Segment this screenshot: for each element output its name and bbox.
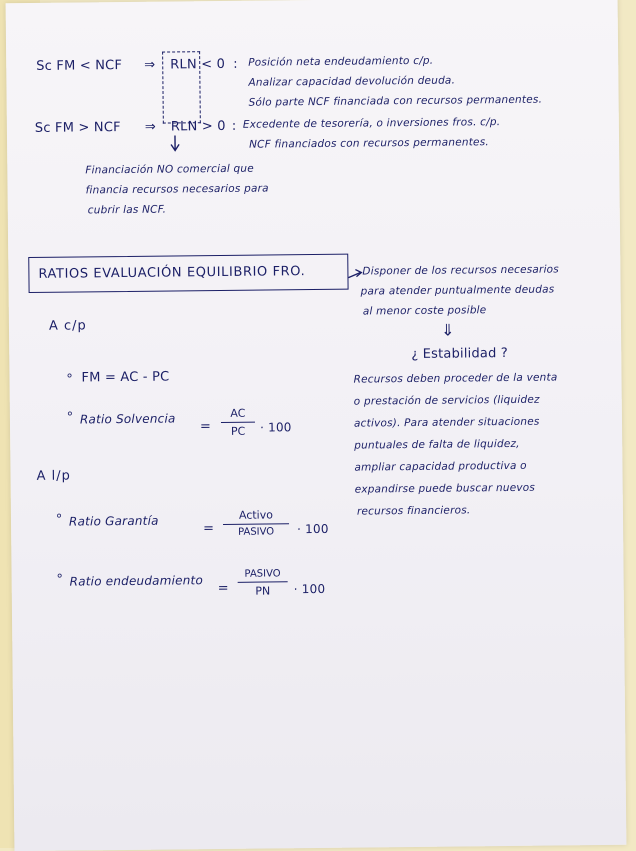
fraction-bar <box>238 581 288 583</box>
paragraph-line-5: ampliar capacidad productiva o <box>354 460 526 474</box>
rln-negative: RLN < 0 <box>170 57 225 73</box>
equals-sign: = <box>203 521 214 536</box>
ratio-endeudamiento-label: Ratio endeudamiento <box>70 573 203 588</box>
paragraph-line-4: puntuales de falta de liquidez, <box>354 438 520 452</box>
bullet: ∘ <box>55 509 64 524</box>
paragraph-line-1: Recursos deben proceder de la venta <box>353 371 557 385</box>
side-note-3: al menor coste posible <box>363 304 487 317</box>
side-note-1: Disponer de los recursos necesarios <box>362 263 559 277</box>
condition-fm-greater-ncf: Sc FM > NCF <box>35 120 121 136</box>
ratio-garantia-label: Ratio Garantía <box>69 514 159 529</box>
line2-text-1: Excedente de tesorería, o inversiones fros. c/p. <box>243 116 501 131</box>
implies-arrow-2: ⇒ <box>145 120 156 135</box>
implies-down-arrow: ⇓ <box>441 321 455 340</box>
colon-2: : <box>232 119 237 134</box>
bullet: ∘ <box>66 407 75 422</box>
fraction-denominator: PASIVO <box>238 527 274 538</box>
colon: : <box>233 57 238 72</box>
notebook-page <box>6 0 627 851</box>
long-term-heading: A l/p <box>36 469 70 484</box>
bullet: ∘ <box>65 369 74 384</box>
ratios-title: RATIOS EVALUACIÓN EQUILIBRIO FRO. <box>38 264 305 282</box>
line1-text-3: Sólo parte NCF financiada con recursos permanentes. <box>249 94 543 109</box>
times-hundred: · 100 <box>297 522 329 536</box>
paragraph-line-2: o prestación de servicios (liquidez <box>354 394 540 408</box>
garantia-fraction <box>221 508 291 538</box>
fraction-denominator: PC <box>231 425 245 438</box>
line1-text-1: Posición neta endeudamiento c/p. <box>248 55 433 69</box>
short-term-heading: A c/p <box>49 318 87 333</box>
fraction-bar <box>221 422 255 424</box>
endeudamiento-fraction <box>236 568 290 598</box>
fraction-numerator: Activo <box>239 508 273 521</box>
line2-text-2: NCF financiados con recursos permanentes. <box>249 136 489 151</box>
fraction-bar <box>223 523 289 525</box>
fraction-denominator: PN <box>255 585 270 598</box>
condition-fm-less-ncf: Sc FM < NCF <box>36 58 122 74</box>
fraction-numerator: AC <box>230 407 245 420</box>
times-hundred: · 100 <box>294 582 326 596</box>
times-hundred: · 100 <box>260 420 292 434</box>
equals-sign: = <box>218 581 229 596</box>
fm-formula: FM = AC - PC <box>81 370 169 386</box>
implies-arrow: ⇒ <box>144 58 155 73</box>
solvencia-fraction <box>220 407 256 439</box>
financing-note-1: Financiación NO comercial que <box>85 163 254 177</box>
side-note-2: para atender puntualmente deudas <box>361 283 555 297</box>
ratio-solvencia-label: Ratio Solvencia <box>80 411 176 426</box>
paragraph-line-6: expandirse puede buscar nuevos <box>355 482 535 496</box>
rln-positive: RLN > 0 <box>171 119 226 135</box>
stability-question: ¿ Estabilidad ? <box>411 346 508 362</box>
line1-text-2: Analizar capacidad devolución deuda. <box>248 75 455 89</box>
paragraph-line-3: activos). Para atender situaciones <box>354 416 540 430</box>
bullet: ∘ <box>56 569 65 584</box>
fraction-numerator: PASIVO <box>244 568 280 579</box>
paragraph-line-7: recursos financieros. <box>357 504 471 517</box>
financing-note-2: financia recursos necesarios para <box>85 182 268 196</box>
equals-sign: = <box>200 419 211 434</box>
financing-note-3: cubrir las NCF. <box>88 204 166 217</box>
